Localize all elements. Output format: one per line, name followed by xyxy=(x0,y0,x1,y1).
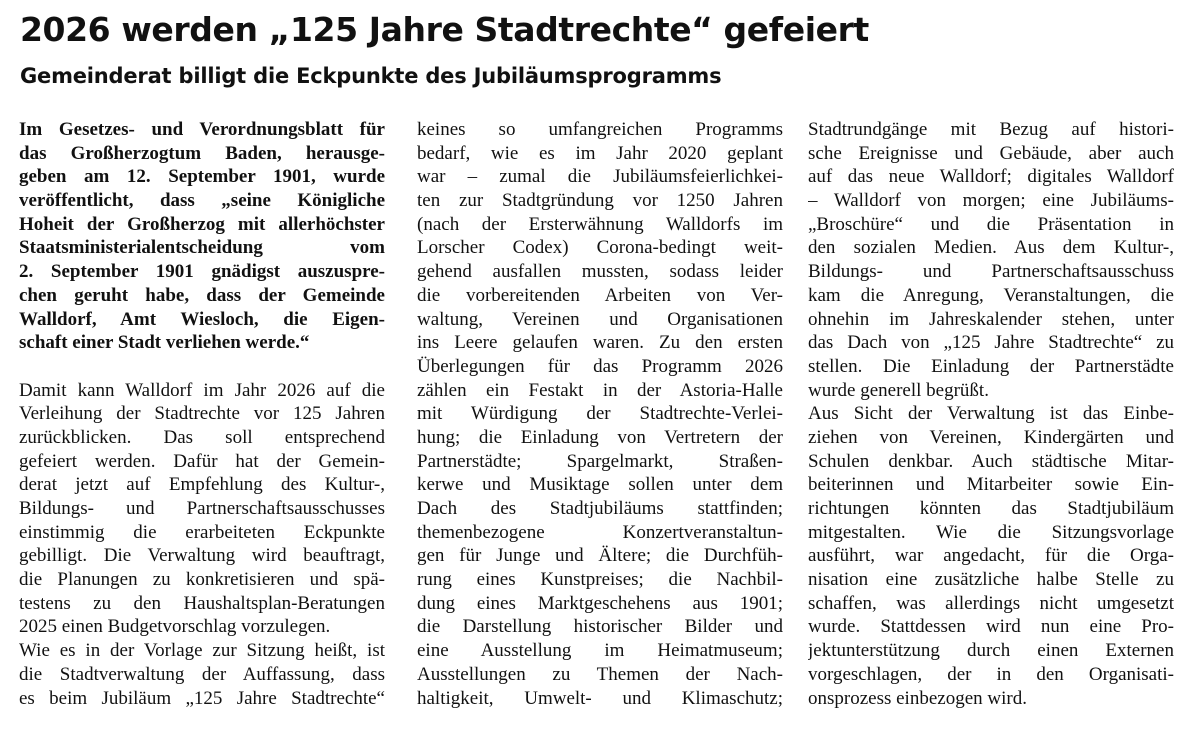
lead-paragraph xyxy=(19,118,385,355)
text-line: „Broschüre“ und die Präsentation in xyxy=(808,213,1174,235)
text-line: Aus Sicht der Verwaltung ist das Einbe- xyxy=(808,403,1174,425)
text-line: (nach der Ersterwähnung Walldorfs im xyxy=(417,213,783,235)
text-line: Hoheit der Großherzog mit allerhöchster xyxy=(19,213,385,235)
text-line: Damit kann Walldorf im Jahr 2026 auf die xyxy=(19,379,385,401)
text-line: derat jetzt auf Empfehlung des Kultur-, xyxy=(19,474,385,496)
text-line: die Planungen zu konkretisieren und spä- xyxy=(19,569,385,591)
text-line: – Walldorf von morgen; eine Jubiläums- xyxy=(808,190,1174,212)
text-line: 2025 einen Budgetvorschlag vorzulegen. xyxy=(19,616,331,638)
text-line: gen für Junge und Ältere; die Durchfüh- xyxy=(417,545,783,567)
text-line: eine Ausstellung im Heimatmuseum; xyxy=(417,640,783,662)
text-line: die Darstellung historischer Bilder und xyxy=(417,616,783,638)
text-line: Verleihung der Stadtrechte vor 125 Jahren xyxy=(19,403,385,425)
text-line: keines so umfangreichen Programms xyxy=(417,119,783,140)
text-line: hung; die Einladung von Vertretern der xyxy=(417,426,783,448)
text-line: zählen ein Festakt in der Astoria-Halle xyxy=(417,379,783,401)
text-line: nisation eine zusätzliche halbe Stelle zu xyxy=(808,569,1174,591)
text-line: bedarf, wie es im Jahr 2020 geplant xyxy=(417,142,783,164)
text-line: war – zumal die Jubiläumsfeierlichkei- xyxy=(417,166,783,188)
text-line: waltung, Vereinen und Organisationen xyxy=(417,308,783,330)
article-headline: 2026 werden „125 Jahre Stadtrechte“ gefeiert xyxy=(20,10,869,49)
text-line: es beim Jubiläum „125 Jahre Stadtrechte“ xyxy=(19,687,385,709)
text-line: ausführt, war angedacht, für die Orga- xyxy=(808,545,1174,567)
text-line: Lorscher Codex) Corona-bedingt weit- xyxy=(417,237,783,259)
text-line: gebilligt. Die Verwaltung wird beauftragt, xyxy=(19,545,385,567)
text-line: 2. September 1901 gnädigst auszuspre- xyxy=(19,261,385,283)
text-line: stellen. Die Einladung der Partnerstädte xyxy=(808,355,1174,377)
text-line: dung eines Marktgeschehens aus 1901; xyxy=(417,592,783,614)
text-line: rung eines Kunstpreises; die Nachbil- xyxy=(417,569,783,591)
text-line: ins Leere gelaufen waren. Zu den ersten xyxy=(417,332,783,354)
text-line: einstimmig die erarbeiteten Eckpunkte xyxy=(19,521,385,543)
text-line: Wie es in der Vorlage zur Sitzung heißt, ist xyxy=(19,640,385,662)
text-line: ziehen von Vereinen, Kindergärten und xyxy=(808,426,1174,448)
text-line: beiterinnen und Mitarbeiter sowie Ein- xyxy=(808,474,1174,496)
text-line: testens zu den Haushaltsplan-Beratungen xyxy=(19,592,385,614)
text-line: wurde. Stattdessen wird nun eine Pro- xyxy=(808,616,1174,638)
text-line: chen geruht habe, dass der Gemeinde xyxy=(19,284,385,306)
text-line: Bildungs- und Partnerschaftsausschuss xyxy=(808,261,1174,283)
text-line: geben am 12. September 1901, wurde xyxy=(19,166,385,188)
text-line: onsprozess einbezogen wird. xyxy=(808,687,1027,709)
text-line: jektunterstützung durch einen Externen xyxy=(808,640,1174,662)
text-line: Ausstellungen zu Themen der Nach- xyxy=(417,663,783,685)
text-line: Stadtrundgänge mit Bezug auf histori- xyxy=(808,119,1174,140)
text-line: die Stadtverwaltung der Auffassung, dass xyxy=(19,663,385,685)
text-line: sche Ereignisse und Gebäude, aber auch xyxy=(808,142,1174,164)
text-line: gehend ausfallen mussten, sodass leider xyxy=(417,261,783,283)
text-line: schaffen, was allerdings nicht umgesetzt xyxy=(808,592,1174,614)
text-line: Bildungs- und Partnerschaftsausschusses xyxy=(19,498,385,519)
text-line: den sozialen Medien. Aus dem Kultur-, xyxy=(808,237,1174,259)
body-paragraph xyxy=(19,379,385,711)
text-line: ohnehin im Jahreskalender stehen, unter xyxy=(808,308,1174,330)
text-line: auf das neue Walldorf; digitales Walldorf xyxy=(808,166,1174,188)
text-line: Schulen denkbar. Auch städtische Mitar- xyxy=(808,450,1174,472)
text-line: wurde generell begrüßt. xyxy=(808,379,989,401)
text-line: Im Gesetzes- und Verordnungsblatt für xyxy=(19,119,385,140)
text-line: Partnerstädte; Spargelmarkt, Straßen- xyxy=(417,450,783,472)
paragraph-gap xyxy=(19,355,385,379)
text-line: zurückblicken. Das soll entsprechend xyxy=(19,426,385,448)
article-subheadline: Gemeinderat billigt die Eckpunkte des Jubiläumsprogramms xyxy=(20,64,722,88)
text-line: das Dach von „125 Jahre Stadtrechte“ zu xyxy=(808,332,1174,354)
text-line: Dach des Stadtjubiläums stattfinden; xyxy=(417,498,783,519)
text-line: kam die Anregung, Veranstaltungen, die xyxy=(808,284,1174,306)
text-column-3 xyxy=(808,118,1174,710)
text-line: mitgestalten. Wie die Sitzungsvorlage xyxy=(808,521,1174,543)
text-line: Staatsministerialentscheidung vom xyxy=(19,237,385,259)
text-line: das Großherzogtum Baden, herausge- xyxy=(19,142,385,164)
text-column-1 xyxy=(19,118,385,710)
text-line: mit Würdigung der Stadtrechte-Verlei- xyxy=(417,403,783,425)
text-line: vorgeschlagen, der in den Organisati- xyxy=(808,663,1174,685)
text-line: Überlegungen für das Programm 2026 xyxy=(417,355,783,377)
text-line: veröffentlicht, dass „seine Königliche xyxy=(19,190,385,212)
text-line: Walldorf, Amt Wiesloch, die Eigen- xyxy=(19,308,385,330)
text-line: richtungen könnten das Stadtjubiläum xyxy=(808,498,1174,519)
text-line: themenbezogene Konzertveranstaltun- xyxy=(417,521,783,543)
text-line: gefeiert werden. Dafür hat der Gemein- xyxy=(19,450,385,472)
text-line: ten zur Stadtgründung vor 1250 Jahren xyxy=(417,190,783,212)
text-line: schaft einer Stadt verliehen werde.“ xyxy=(19,332,310,354)
text-line: kerwe und Musiktage sollen unter dem xyxy=(417,474,783,496)
text-column-2 xyxy=(417,118,783,710)
text-line: die vorbereitenden Arbeiten von Ver- xyxy=(417,284,783,306)
text-line: haltigkeit, Umwelt- und Klimaschutz; xyxy=(417,687,783,709)
